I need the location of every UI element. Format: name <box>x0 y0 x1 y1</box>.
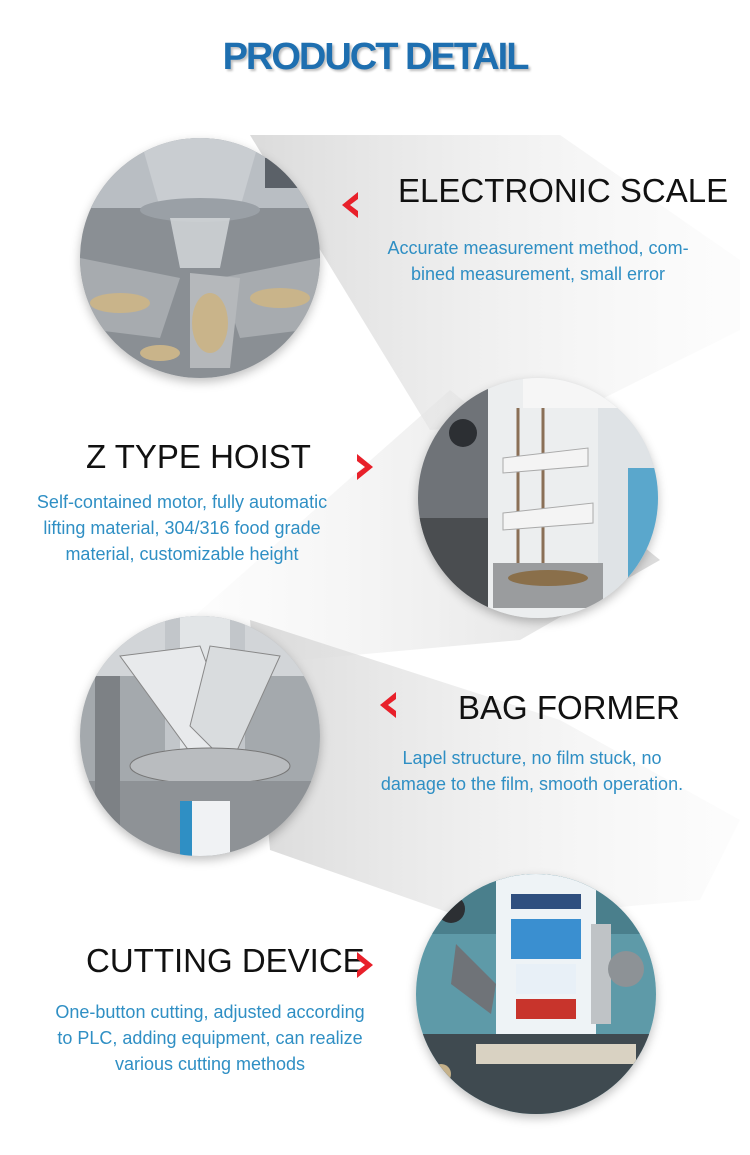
electronic-scale-photo <box>80 138 320 378</box>
arrow-left-icon <box>342 192 360 223</box>
desc-line: to PLC, adding equipment, can realize <box>57 1028 363 1048</box>
cutting-device-photo <box>416 874 656 1114</box>
feature-heading: ELECTRONIC SCALE <box>398 172 729 209</box>
feature-description <box>368 235 708 287</box>
desc-line: Self-contained motor, fully automatic <box>36 492 328 512</box>
page-title: PRODUCT DETAIL <box>222 36 528 78</box>
desc-line: material, customizable height <box>65 544 299 564</box>
desc-line: bined measurement, small error <box>410 264 666 284</box>
desc-line: Lapel structure, no film stuck, no <box>402 748 662 768</box>
feature-heading: Z TYPE HOIST <box>86 438 311 475</box>
feature-heading: BAG FORMER <box>458 689 680 726</box>
feature-description <box>30 999 390 1077</box>
arrow-right-icon <box>355 952 373 983</box>
desc-line: lifting material, 304/316 food grade <box>43 518 321 538</box>
desc-line: various cutting methods <box>114 1054 306 1074</box>
arrow-left-icon <box>380 692 398 723</box>
desc-line: One-button cutting, adjusted according <box>55 1002 365 1022</box>
arrow-right-icon <box>355 454 373 485</box>
feature-description <box>362 745 702 797</box>
desc-line: Accurate measurement method, com- <box>387 238 689 258</box>
z-type-hoist-photo <box>418 378 658 618</box>
feature-heading: CUTTING DEVICE <box>86 942 365 979</box>
desc-line: damage to the film, smooth operation. <box>380 774 684 794</box>
bag-former-photo <box>80 616 320 856</box>
feature-description <box>22 489 342 567</box>
